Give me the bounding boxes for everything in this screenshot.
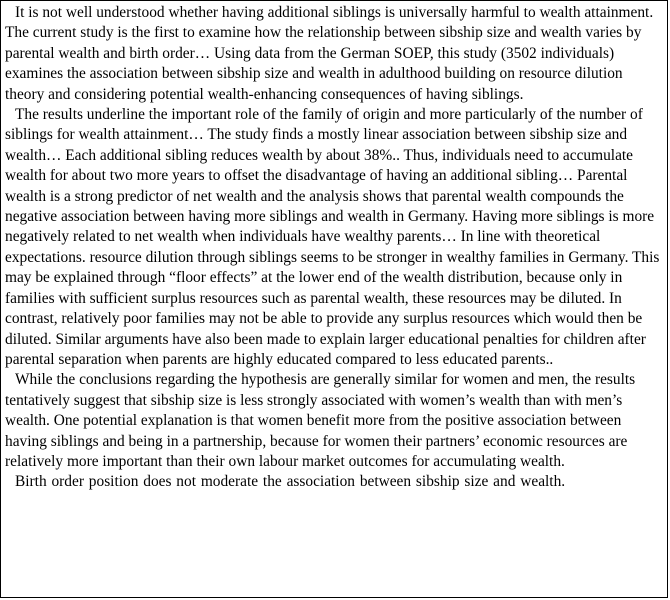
paragraph-gender-differences: While the conclusions regarding the hypothesis are generally similar for women and men, the results tentatively suggest that sibship size is less strongly associated with women’s wealth than with men’s wealth. One potential explanation is that women benefit more from the positive association between having siblings and being in a partnership, because for women their partners’ economic resources are relatively more important than their own labour market outcomes for accumulating wealth.	[5, 371, 636, 470]
paragraph-introduction: It is not well understood whether having additional siblings is universally harmful to wealth attainment. The current study is the first to examine how the relationship between sibship size and wealth varies by parental wealth and birth order… Using data from the German SOEP, this study (3502 individuals) examines the association between sibship size and wealth in adulthood building on resource dilution theory and considering potential wealth-enhancing consequences of having siblings.	[5, 4, 654, 103]
paragraph-results: The results underline the important role of the family of origin and more particularly of the number of siblings for wealth attainment… The study finds a mostly linear association between sibship size and wealth… Each additional sibling reduces wealth by about 38%.. Thus, individuals need to accumulate wealth for about two more years to offset the disadvantage of having an additional sibling… Parental wealth is a strong predictor of net wealth and the analysis shows that parental wealth compounds the negative association between having more siblings and wealth in Germany. Having more siblings is more negatively related to net wealth when individuals have wealthy parents… In line with theoretical expectations. resource dilution through siblings seems to be stronger in wealthy families in Germany. This may be explained through “floor effects” at the lower end of the wealth distribution, because only in families with sufficient surplus resources such as parental wealth, these resources may be diluted. In contrast, relatively poor families may not be able to provide any surplus resources which would then be diluted. Similar arguments have also been made to explain larger educational penalties for children after parental separation when parents are highly educated compared to less educated parents..	[5, 106, 660, 368]
paragraph-birth-order: Birth order position does not moderate the association between sibship size and wealth.	[15, 473, 566, 491]
